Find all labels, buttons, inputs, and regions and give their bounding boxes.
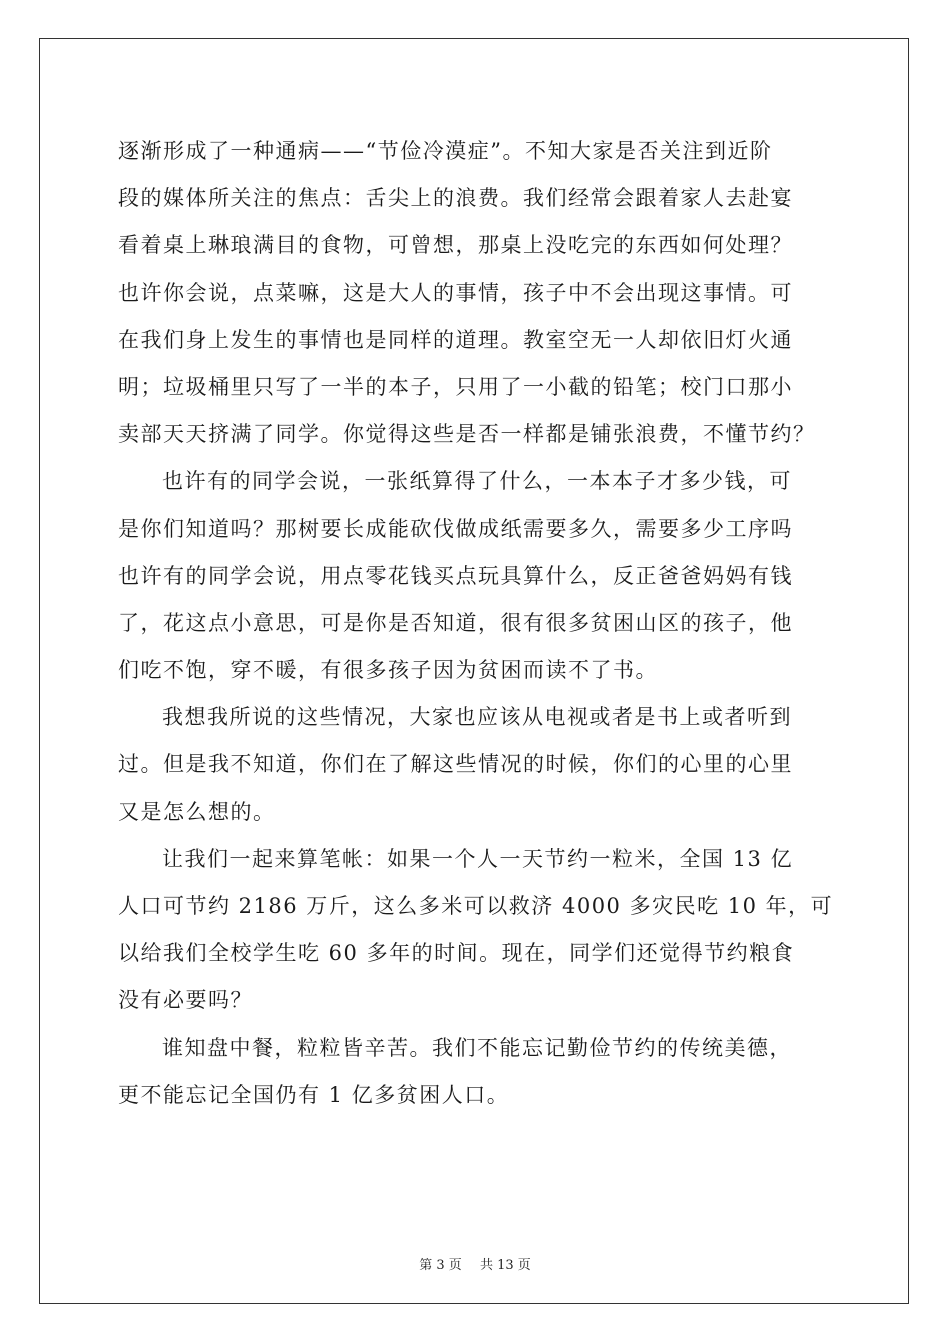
text-line: 段的媒体所关注的焦点：舌尖上的浪费。我们经常会跟着家人去赴宴 <box>118 186 793 211</box>
text-line: 又是怎么想的。 <box>118 799 276 824</box>
document-body <box>118 128 858 1119</box>
text-line: 人口可节约 2186 万斤，这么多米可以救济 4000 多灾民吃 10 年，可 <box>118 894 834 918</box>
paragraph-start-line: 我想我所说的这些情况，大家也应该从电视或者是书上或者听到 <box>162 705 792 730</box>
text-line: 也许有的同学会说，用点零花钱买点玩具算什么，反正爸爸妈妈有钱 <box>118 563 793 588</box>
text-line: 了，花这点小意思，可是你是否知道，很有很多贫困山区的孩子，他 <box>118 610 793 635</box>
text-line: 在我们身上发生的事情也是同样的道理。教室空无一人却依旧灯火通 <box>118 327 793 352</box>
text-line: 明；垃圾桶里只写了一半的本子，只用了一小截的铅笔；校门口那小 <box>118 374 793 399</box>
paragraph-start-line: 谁知盘中餐，粒粒皆辛苦。我们不能忘记勤俭节约的传统美德， <box>162 1035 792 1060</box>
text-line: 卖部天天挤满了同学。你觉得这些是否一样都是铺张浪费，不懂节约？ <box>118 422 816 447</box>
text-line: 们吃不饱，穿不暖，有很多孩子因为贫困而读不了书。 <box>118 658 658 683</box>
text-line: 过。但是我不知道，你们在了解这些情况的时候，你们的心里的心里 <box>118 752 793 777</box>
page-number: 第 3 页 <box>419 1258 462 1273</box>
text-line: 看着桌上琳琅满目的食物，可曾想，那桌上没吃完的东西如何处理？ <box>118 233 793 258</box>
page-footer <box>0 1254 950 1273</box>
total-pages: 共 13 页 <box>479 1258 531 1273</box>
text-line: 逐渐形成了一种通病——“节俭冷漠症”。不知大家是否关注到近阶 <box>118 139 773 163</box>
paragraph-start-line: 让我们一起来算笔帐：如果一个人一天节约一粒米，全国 13 亿 <box>162 846 794 871</box>
paragraph-start-line: 也许有的同学会说，一张纸算得了什么，一本本子才多少钱，可 <box>162 469 792 494</box>
text-line: 也许你会说，点菜嘛，这是大人的事情，孩子中不会出现这事情。可 <box>118 280 793 305</box>
text-line: 更不能忘记全国仍有 1 亿多贫困人口。 <box>118 1082 510 1107</box>
text-line: 以给我们全校学生吃 60 多年的时间。现在，同学们还觉得节约粮食 <box>118 941 795 966</box>
text-line: 没有必要吗？ <box>118 988 253 1013</box>
text-line: 是你们知道吗？那树要长成能砍伐做成纸需要多久，需要多少工序吗 <box>118 516 793 541</box>
